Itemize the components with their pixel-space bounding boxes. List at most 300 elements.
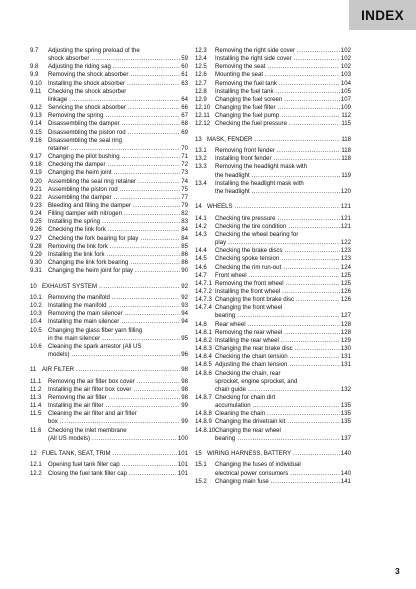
toc-entry-line: [215, 63, 351, 71]
toc-entry[interactable]: [195, 296, 351, 304]
toc-entry[interactable]: [195, 418, 351, 426]
toc-entry-page: 123: [340, 256, 351, 263]
toc-entry-page: 102: [340, 64, 351, 71]
toc-entry[interactable]: [195, 247, 351, 255]
toc-entry-page: 63: [181, 80, 188, 87]
toc-section-heading[interactable]: [30, 283, 188, 291]
toc-entry[interactable]: [195, 163, 351, 179]
toc-entry-title: Removing the headlight mask with: [215, 164, 308, 171]
dot-leader: [289, 361, 340, 369]
toc-entry-number: 9.28: [30, 243, 42, 250]
toc-entry[interactable]: [195, 478, 351, 486]
toc-entry-line: [48, 235, 188, 243]
page-number: 3: [395, 566, 400, 576]
toc-entry-page: 107: [340, 96, 351, 103]
toc-entry-page: 129: [340, 337, 351, 344]
toc-entry-body: [215, 96, 351, 104]
toc-entry-title: retainer: [48, 145, 69, 152]
toc-entry[interactable]: [30, 129, 188, 137]
toc-entry-number: 14.7.2: [195, 288, 212, 295]
toc-entry[interactable]: [30, 153, 188, 161]
toc-entry[interactable]: [195, 410, 351, 418]
toc-entry[interactable]: [30, 243, 188, 251]
toc-section-heading[interactable]: [195, 450, 351, 458]
toc-entry-number: 12.10: [195, 105, 211, 112]
toc-entry-number: 14.8.9: [195, 419, 212, 426]
toc-entry[interactable]: [30, 112, 188, 120]
dot-leader: [277, 147, 341, 155]
toc-entry[interactable]: [30, 259, 188, 267]
toc-entry-line: [215, 223, 351, 231]
dot-leader: [72, 351, 181, 359]
toc-entry[interactable]: [30, 302, 188, 310]
toc-entry[interactable]: [195, 88, 351, 96]
dot-leader: [281, 255, 340, 263]
toc-entry-number: 12.4: [195, 56, 207, 63]
toc-entry[interactable]: [30, 267, 188, 275]
toc-entry-page: 130: [340, 346, 351, 353]
toc-entry[interactable]: [195, 155, 351, 163]
toc-entry-line: [215, 470, 351, 478]
dot-leader: [114, 194, 181, 202]
toc-entry[interactable]: [195, 361, 351, 369]
dot-leader: [135, 267, 180, 275]
toc-entry-page: 71: [181, 154, 188, 161]
toc-entry-title: Removing the spring: [48, 113, 104, 120]
dot-leader: [60, 418, 181, 426]
toc-entry[interactable]: [30, 310, 188, 318]
toc-entry-body: [48, 302, 188, 310]
toc-entry[interactable]: [195, 353, 351, 361]
toc-entry-page: 75: [181, 186, 188, 193]
toc-entry-title: in the main silencer: [48, 335, 101, 342]
toc-entry-line: [48, 80, 188, 88]
dot-leader: [138, 178, 180, 186]
toc-entry[interactable]: [30, 427, 188, 443]
toc-entry-page: 98: [181, 378, 188, 385]
dot-leader: [92, 435, 177, 443]
toc-entry-body: [48, 71, 188, 79]
toc-entry-page: 125: [340, 272, 351, 279]
toc-entry[interactable]: [30, 410, 188, 426]
toc-entry-page: 104: [340, 80, 351, 87]
toc-entry[interactable]: [30, 294, 188, 302]
toc-entry-number: 12.12: [195, 121, 211, 128]
toc-entry[interactable]: [30, 80, 188, 88]
toc-entry-page: 92: [181, 294, 188, 301]
toc-entry-title: accumulation: [215, 403, 251, 410]
toc-entry[interactable]: [30, 186, 188, 194]
toc-entry[interactable]: [195, 231, 351, 247]
toc-entry-number: 14.6: [195, 264, 207, 271]
toc-entry[interactable]: [30, 235, 188, 243]
toc-entry-title: Installing the link fork: [48, 251, 105, 258]
toc-entry-body: [48, 259, 188, 267]
toc-entry-page: 135: [340, 419, 351, 426]
toc-entry[interactable]: [30, 461, 188, 469]
toc-entry-line: [48, 386, 188, 394]
toc-entry-page: 121: [340, 204, 351, 211]
toc-entry-body: [48, 267, 188, 275]
toc-entry-number: 9.10: [30, 80, 42, 87]
toc-entry-number: 9.7: [30, 48, 39, 54]
toc-entry-line: [48, 470, 188, 478]
toc-entry[interactable]: [195, 47, 351, 55]
toc-entry-body: [48, 378, 188, 386]
toc-entry[interactable]: [30, 402, 188, 410]
toc-entry-line: [215, 280, 351, 288]
toc-entry-line: [48, 402, 188, 410]
dot-leader: [279, 80, 340, 88]
toc-entry-title: sprocket, engine sprocket, and: [215, 378, 298, 385]
toc-entry[interactable]: [30, 88, 188, 104]
toc-entry-page: 66: [181, 105, 188, 112]
toc-entry-line: [215, 172, 351, 180]
toc-entry[interactable]: [195, 370, 351, 394]
toc-entry[interactable]: [195, 264, 351, 272]
toc-entry-title: Installing the rear wheel: [215, 337, 279, 344]
toc-entry-title: Changing the fuel pump: [215, 113, 280, 120]
toc-entry[interactable]: [30, 318, 188, 326]
toc-entry[interactable]: [195, 304, 351, 320]
toc-entry[interactable]: [30, 137, 188, 153]
toc-entry-body: [48, 210, 188, 218]
toc-entry-page: 83: [181, 219, 188, 226]
toc-entry[interactable]: [195, 329, 351, 337]
dot-leader: [121, 318, 180, 326]
toc-entry-page: 109: [340, 105, 351, 112]
dot-leader: [249, 272, 340, 280]
toc-entry-number: 14.8.1: [195, 329, 212, 336]
dot-leader: [128, 129, 181, 137]
toc-entry-number: 10.1: [30, 294, 42, 301]
toc-entry-page: 90: [181, 268, 188, 275]
toc-entry[interactable]: [195, 104, 351, 112]
toc-entry-line: [48, 427, 188, 435]
toc-entry-number: 10.2: [30, 303, 42, 310]
toc-entry-line: [215, 231, 351, 239]
toc-entry[interactable]: [30, 178, 188, 186]
dot-leader: [286, 280, 340, 288]
toc-entry-body: [48, 194, 188, 202]
toc-entry-line: [215, 247, 351, 255]
toc-entry[interactable]: [195, 427, 351, 443]
toc-entry-number: 12: [30, 451, 37, 458]
toc-entry[interactable]: [195, 112, 351, 120]
dot-leader: [133, 386, 180, 394]
toc-entry-page: 124: [340, 264, 351, 271]
toc-entry-page: 101: [177, 462, 188, 469]
toc-entry[interactable]: [30, 470, 188, 478]
toc-entry-body: [48, 386, 188, 394]
toc-entry-line: [215, 353, 351, 361]
toc-entry-line: [215, 304, 351, 312]
toc-section-heading[interactable]: [195, 203, 351, 211]
toc-entry-title: Removing the seat: [215, 64, 266, 71]
dot-leader: [285, 247, 340, 255]
dot-leader: [295, 345, 340, 353]
toc-entry-line: [48, 394, 188, 402]
toc-entry-number: 9.30: [30, 260, 42, 267]
toc-entry-line: [48, 435, 188, 443]
toc-entry-line: [215, 361, 351, 369]
dot-leader: [290, 353, 340, 361]
dot-leader: [105, 402, 180, 410]
toc-entry[interactable]: [195, 223, 351, 231]
toc-entry-title: Removing the link fork: [48, 243, 108, 250]
toc-entry-page: 84: [181, 227, 188, 234]
toc-entry-body: [42, 450, 188, 458]
toc-entry-title: Installing the spring: [48, 219, 101, 226]
toc-entry-number: 10.6: [30, 343, 42, 350]
toc-entry-number: 9.17: [30, 154, 42, 161]
toc-entry-body: [48, 410, 188, 426]
toc-entry-body: [48, 169, 188, 177]
toc-entry-title: Checking the chain, rear: [215, 370, 281, 377]
toc-entry-line: [215, 435, 351, 443]
toc-entry-line: [48, 112, 188, 120]
toc-entry-title: bearing: [215, 435, 236, 442]
toc-entry[interactable]: [195, 147, 351, 155]
toc-entry-page: 122: [340, 240, 351, 247]
toc-entry[interactable]: [30, 210, 188, 218]
toc-entry-title: Installing the shock absorber: [48, 80, 125, 87]
toc-entry-line: [215, 288, 351, 296]
toc-entry-title: Checking the tire condition: [215, 223, 287, 230]
toc-entry-page: 98: [181, 367, 188, 374]
toc-entry-page: 85: [181, 243, 188, 250]
toc-entry-number: 14.3: [195, 231, 207, 238]
toc-entry-number: 11.4: [30, 403, 42, 410]
toc-entry[interactable]: [195, 288, 351, 296]
toc-entry-number: 12.6: [195, 72, 207, 79]
toc-entry-title: Changing the glass fiber yarn filling: [48, 327, 143, 334]
toc-entry-body: [215, 180, 351, 196]
toc-entry-number: 12.7: [195, 80, 207, 87]
toc-entry-page: 84: [181, 235, 188, 242]
toc-entry-number: 9.22: [30, 194, 42, 201]
toc-entry-title: Changing the fuel screen: [215, 96, 283, 103]
toc-entry[interactable]: [30, 394, 188, 402]
toc-entry-number: 14.8.4: [195, 354, 212, 361]
toc-entry-title: Cleaning the chain: [215, 411, 266, 418]
toc-entry-number: 12.8: [195, 88, 207, 95]
toc-entry-title: models): [48, 352, 70, 358]
toc-entry[interactable]: [30, 47, 188, 63]
toc-entry-page: 126: [340, 297, 351, 304]
toc-entry[interactable]: [195, 55, 351, 63]
toc-entry-title: FUEL TANK, SEAT, TRIM: [42, 451, 111, 458]
toc-entry[interactable]: [195, 71, 351, 79]
dot-leader: [278, 215, 340, 223]
toc-entry-number: 11.6: [30, 427, 42, 434]
toc-entry[interactable]: [195, 461, 351, 477]
toc-entry-title: Changing the link fork bearing: [48, 260, 129, 267]
dot-leader: [125, 310, 181, 318]
toc-section-heading[interactable]: [30, 450, 188, 458]
toc-entry-line: [48, 251, 188, 259]
toc-entry-title: Installing the headlight mask with: [215, 180, 304, 187]
toc-entry-number: 9.15: [30, 129, 42, 136]
dot-leader: [289, 120, 340, 128]
toc-entry[interactable]: [195, 63, 351, 71]
toc-entry[interactable]: [30, 327, 188, 343]
toc-entry-title: Installing front fender: [215, 156, 272, 163]
toc-entry-number: 12.9: [195, 96, 207, 103]
toc-entry[interactable]: [195, 180, 351, 196]
toc-entry-number: 9.9: [30, 72, 39, 79]
dot-leader: [113, 63, 180, 71]
toc-entry-number: 13.1: [195, 148, 207, 155]
toc-entry-page: 131: [340, 354, 351, 361]
toc-entry-line: [48, 378, 188, 386]
toc-entry-title: Installing the front wheel: [215, 288, 281, 295]
dot-leader: [69, 96, 180, 104]
toc-entry[interactable]: [30, 161, 188, 169]
toc-entry-title: Removing front fender: [215, 148, 275, 155]
toc-entry-line: [215, 239, 351, 247]
toc-column-left: [30, 47, 188, 478]
toc-entry-line: [215, 96, 351, 104]
toc-entry[interactable]: [195, 120, 351, 128]
toc-entry[interactable]: [30, 169, 188, 177]
toc-entry[interactable]: [195, 345, 351, 353]
toc-entry[interactable]: [30, 251, 188, 259]
dot-leader: [252, 172, 341, 180]
toc-entry-line: [215, 296, 351, 304]
toc-entry-number: 9.27: [30, 235, 42, 242]
toc-entry-page: 102: [340, 48, 351, 54]
toc-entry-page: 61: [181, 72, 188, 79]
toc-entry[interactable]: [30, 218, 188, 226]
index-header-tab: [349, 0, 416, 30]
toc-entry-line: [215, 188, 351, 196]
toc-entry-line: [215, 329, 351, 337]
toc-entry-page: 92: [181, 283, 188, 290]
toc-entry-page: 101: [177, 470, 188, 477]
toc-entry-body: [48, 310, 188, 318]
toc-entry-line: [215, 478, 351, 486]
toc-entry-title: Changing the heim joint: [48, 170, 112, 177]
toc-entry-line: [48, 137, 188, 145]
toc-entry-title: Removing the right side cover: [215, 48, 295, 54]
toc-entry[interactable]: [195, 96, 351, 104]
toc-entry-title: Checking the shock absorber: [48, 88, 127, 95]
toc-entry-body: [215, 71, 351, 79]
toc-entry-page: 72: [181, 162, 188, 169]
toc-entry[interactable]: [195, 215, 351, 223]
toc-entry-title: Assembling the piston rod: [48, 186, 118, 193]
toc-entry[interactable]: [30, 386, 188, 394]
toc-entry-body: [215, 296, 351, 304]
toc-entry-body: [207, 136, 351, 144]
toc-entry[interactable]: [195, 321, 351, 329]
toc-entry[interactable]: [195, 337, 351, 345]
toc-entry-body: [42, 366, 188, 374]
toc-entry-page: 140: [340, 470, 351, 477]
toc-entry-number: 9.24: [30, 211, 42, 218]
toc-entry[interactable]: [30, 104, 188, 112]
toc-section-heading[interactable]: [30, 366, 188, 374]
toc-entry-page: 59: [181, 56, 188, 63]
toc-entry-number: 14.4: [195, 248, 207, 255]
toc-entry-body: [48, 104, 188, 112]
toc-entry-number: 9.16: [30, 137, 42, 144]
toc-entry-title: Checking the inlet membrane: [48, 427, 127, 434]
dot-leader: [276, 88, 340, 96]
dot-leader: [235, 203, 340, 211]
toc-entry-page: 100: [177, 435, 188, 442]
toc-entry-title: Checking the fuel pressure: [215, 121, 287, 128]
toc-entry-line: [48, 226, 188, 234]
toc-entry[interactable]: [30, 71, 188, 79]
toc-entry[interactable]: [30, 202, 188, 210]
toc-entry-number: 14.7.4: [195, 305, 212, 312]
toc-entry-line: [215, 147, 351, 155]
toc-entry-body: [207, 203, 351, 211]
toc-entry-title: electrical power consumers: [215, 470, 289, 477]
dot-leader: [290, 470, 340, 478]
toc-entry-page: 95: [181, 335, 188, 342]
toc-entry-title: Removing the air filter: [48, 395, 107, 401]
toc-entry[interactable]: [195, 272, 351, 280]
toc-entry[interactable]: [195, 394, 351, 410]
toc-entry-title: Installing the air filter: [48, 403, 104, 410]
toc-entry-line: [48, 210, 188, 218]
toc-entry[interactable]: [30, 378, 188, 386]
toc-entry[interactable]: [195, 255, 351, 263]
toc-entry-number: 13: [195, 136, 202, 143]
dot-leader: [114, 169, 181, 177]
toc-entry[interactable]: [30, 120, 188, 128]
toc-section-heading[interactable]: [195, 136, 351, 144]
toc-entry-title: linkage: [48, 96, 68, 103]
toc-entry-page: 73: [181, 170, 188, 177]
toc-entry-title: Filling damper with nitrogen: [48, 211, 122, 218]
toc-entry-line: [48, 104, 188, 112]
toc-entry[interactable]: [30, 226, 188, 234]
toc-entry-page: 132: [340, 386, 351, 393]
dot-leader: [254, 136, 340, 144]
dot-leader: [108, 226, 180, 234]
toc-entry-page: 68: [181, 121, 188, 128]
toc-entry-title: Servicing the shock absorber: [48, 105, 126, 112]
toc-entry-line: [48, 194, 188, 202]
toc-entry-title: Changing the heim joint for play: [48, 268, 134, 275]
toc-entry-page: 82: [181, 211, 188, 218]
toc-entry-title: Changing the rear wheel: [215, 427, 281, 434]
toc-entry-title: the headlight: [215, 172, 250, 179]
toc-entry-number: 14.1: [195, 215, 207, 222]
toc-entry-line: [48, 461, 188, 469]
toc-entry-body: [215, 288, 351, 296]
toc-entry-line: [215, 104, 351, 112]
toc-entry-body: [48, 402, 188, 410]
dot-leader: [137, 378, 181, 386]
toc-entry[interactable]: [195, 280, 351, 288]
toc-entry-body: [215, 47, 351, 55]
toc-entry[interactable]: [195, 80, 351, 88]
toc-entry[interactable]: [30, 194, 188, 202]
toc-entry-title: shock absorber: [48, 56, 90, 63]
toc-entry-page: 94: [181, 319, 188, 326]
toc-entry-title: Adjusting the spring preload of the: [48, 48, 140, 54]
toc-entry-line: [48, 302, 188, 310]
toc-entry[interactable]: [30, 343, 188, 359]
dot-leader: [294, 55, 340, 63]
toc-entry[interactable]: [30, 63, 188, 71]
toc-entry-title: Checking the fork bearing for play: [48, 235, 139, 242]
